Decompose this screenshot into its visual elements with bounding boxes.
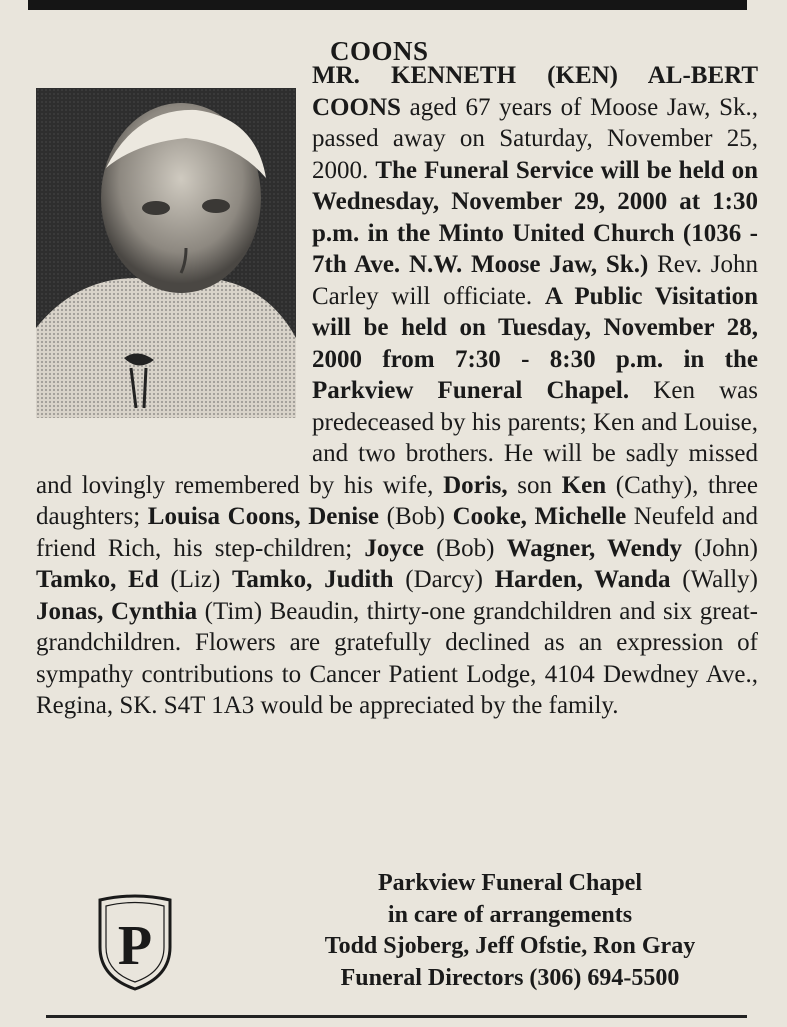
obituary-text-segment: Ken was predeceased by his parents; Ken and Louise, and two brothers. He will be sadly missed and lovingly remembered by his wife, (36, 377, 758, 499)
obituary-text-segment: aged 67 years of Moose Jaw, Sk., passed away on Saturday, November 25, 2000. (312, 93, 758, 184)
obituary-text-segment: (Darcy) (393, 566, 495, 593)
signature-block (250, 868, 770, 994)
crest-letter: P (117, 915, 153, 977)
obituary-text-segment: (Bob) (424, 534, 507, 562)
obituary-text-segment: Harden, Wanda (494, 566, 671, 593)
obituary-text-segment: Louisa Coons, Denise (147, 503, 380, 530)
obituary-text-segment: MR. KENNETH (KEN) AL-BERT COONS (312, 62, 758, 121)
obituary-text-segment: The Funeral Service will be held on Wednesday, November 29, 2000 at 1:30 p.m. in the Minto United Church (1036 - 7th Ave. N.W. Moose Jaw, Sk.) (312, 156, 759, 278)
obituary-text-segment: Wagner, Wendy (506, 534, 682, 562)
obituary-text-segment: (Bob) (379, 503, 453, 530)
obituary-text (36, 60, 758, 722)
signature-line-4: Funeral Directors (306) 694-5500 (340, 964, 680, 991)
obituary-text-segment: Rev. John Carley will officiate. (312, 251, 758, 310)
obituary-text-segment: (Tim) Beaudin, thirty-one grandchildren and six great-grandchildren. Flowers are gratefully declined as an expression of sympathy contributions to Cancer Patient Lodge, 4104 Dewdney Ave., Regina, SK. S4T 1A3 would be appreciated by the family. (36, 597, 758, 719)
obituary-surname: COONS (330, 36, 429, 66)
obituary-text-segment: A Public Visitation will be held on Tuesday, November 28, 2000 from 7:30 - 8:30 p.m. in the Parkview Funeral Chapel. (312, 282, 758, 404)
signature-line-1: Parkview Funeral Chapel (378, 870, 642, 896)
obituary-text-segment: son (507, 471, 562, 499)
obituary-text-segment: Neufeld and friend Rich, his step-children; (36, 503, 759, 562)
funeral-home-crest-icon (90, 892, 180, 992)
signature-line-2: in care of arrangements (387, 901, 633, 928)
obituary-text-segment: Doris, (443, 471, 508, 499)
obituary-text-segment: (Liz) (158, 566, 233, 593)
bottom-rule (46, 1015, 747, 1018)
obituary-text-segment: Tamko, Ed (36, 566, 159, 593)
obituary-text-segment: (Wally) (670, 566, 758, 593)
obituary-text-segment: Jonas, Cynthia (36, 597, 198, 625)
obituary-text-segment: (Cathy), three daughters; (36, 471, 758, 530)
obituary-text-segment: Joyce (364, 534, 425, 562)
signature-line-3: Todd Sjoberg, Jeff Ofstie, Ron Gray (324, 933, 696, 959)
obituary-text-segment: Ken (561, 471, 607, 499)
top-rule (28, 0, 747, 10)
obituary-text-segment: Tamko, Judith (232, 566, 394, 593)
obituary-text-segment: Cooke, Michelle (452, 503, 627, 530)
obituary-text-segment: (John) (681, 534, 758, 562)
